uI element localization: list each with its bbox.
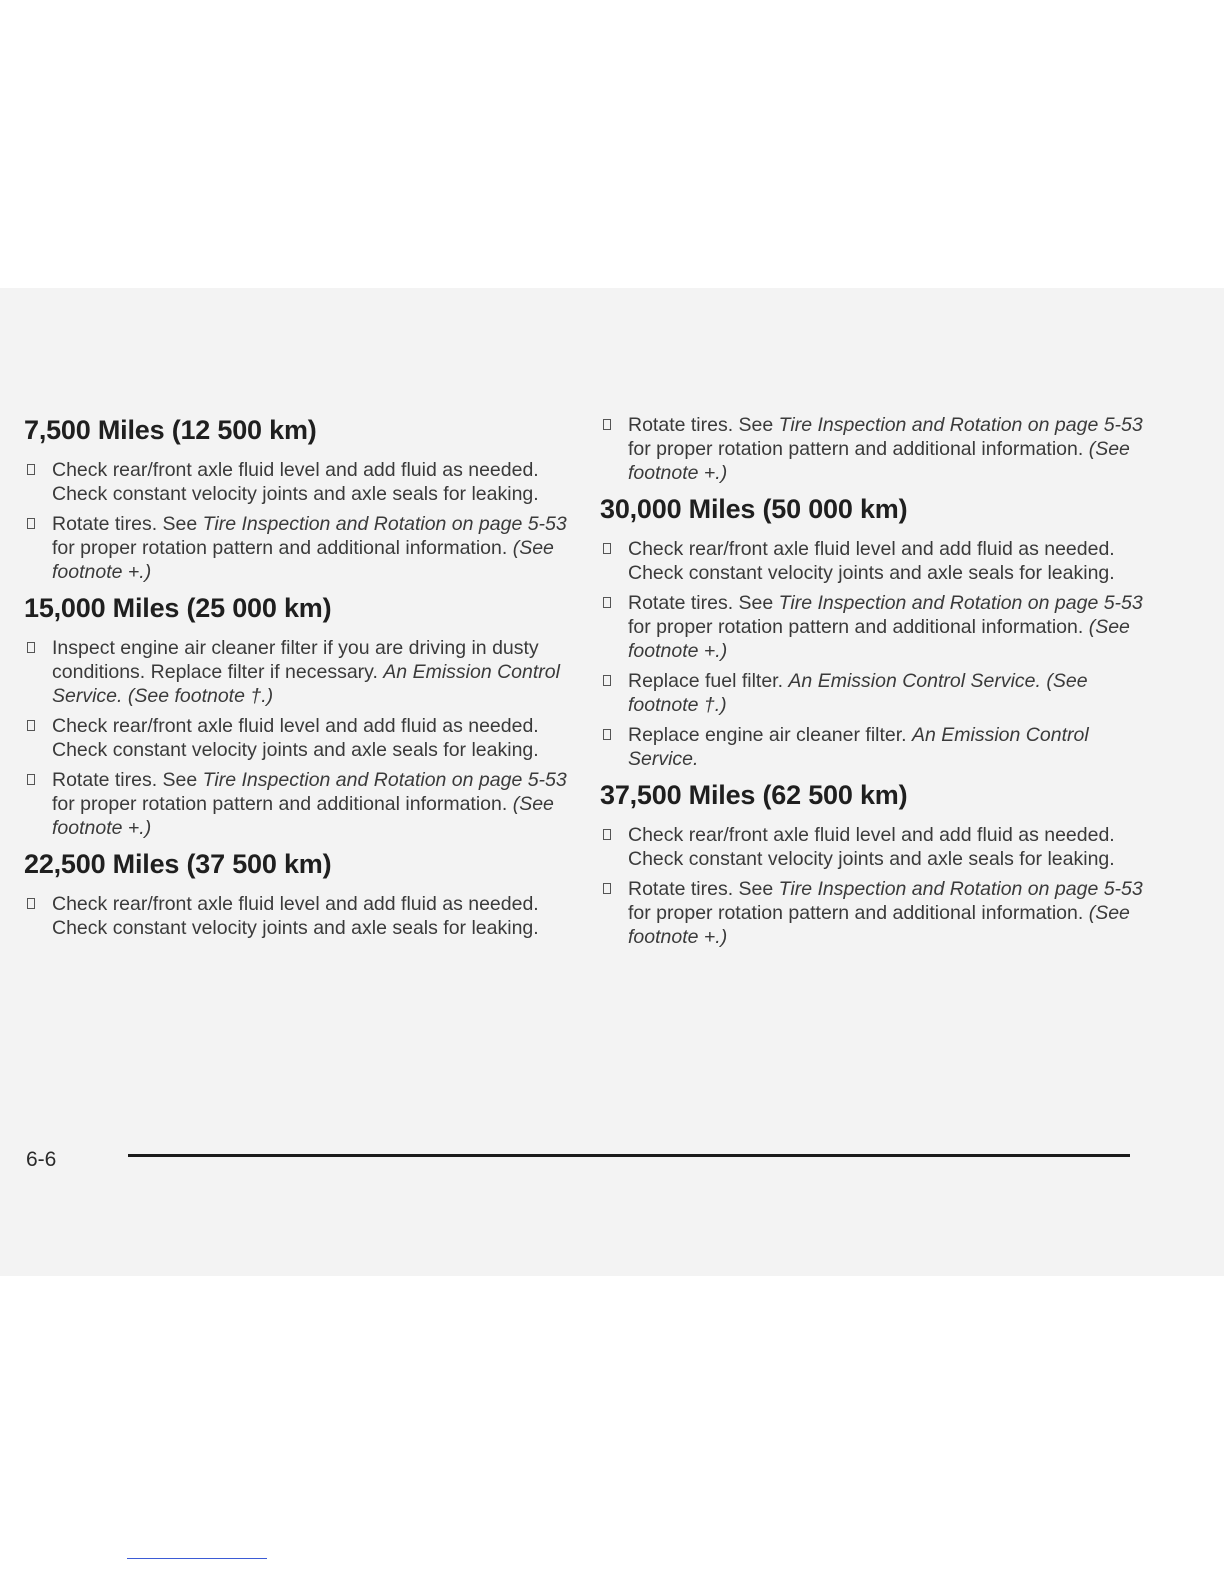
checklist-item [600, 537, 1145, 585]
item-text: for proper rotation pattern and additional information. [628, 616, 1089, 638]
maintenance-interval-section [24, 412, 569, 584]
checkbox-icon [603, 883, 611, 894]
item-text: Check rear/front axle fluid level and add fluid as needed. Check constant velocity joints and axle seals for leaking. [52, 893, 539, 939]
item-reference-text: An Emission Control Service. [628, 724, 1089, 770]
checklist-item [24, 512, 569, 584]
interval-heading: 30,000 Miles (50 000 km) [600, 494, 908, 524]
item-text: Inspect engine air cleaner filter if you are driving in dusty conditions. Replace filter if necessary. [52, 637, 539, 683]
checkbox-icon [27, 898, 35, 909]
item-reference-text: (See footnote +.) [628, 616, 1130, 662]
checklist-item [600, 823, 1145, 871]
right-column [600, 413, 1145, 955]
checkbox-icon [603, 419, 611, 430]
maintenance-interval-section [600, 777, 1145, 949]
checkbox-icon [27, 774, 35, 785]
checkbox-icon [603, 675, 611, 686]
checklist-item [600, 591, 1145, 663]
checklist-item [600, 877, 1145, 949]
checkbox-icon [603, 729, 611, 740]
item-reference-text: Tire Inspection and Rotation on page 5-53 [778, 414, 1143, 436]
item-reference-text: (See footnote +.) [628, 902, 1130, 948]
checkbox-icon [27, 518, 35, 529]
page-number: 6-6 [26, 1148, 57, 1171]
item-reference-text: Tire Inspection and Rotation on page 5-53 [778, 878, 1143, 900]
checkbox-icon [27, 720, 35, 731]
interval-heading: 7,500 Miles (12 500 km) [24, 415, 317, 445]
item-text: Rotate tires. See [52, 513, 203, 535]
checkbox-icon [27, 642, 35, 653]
item-text: Rotate tires. See [628, 878, 779, 900]
checklist-item [24, 892, 569, 940]
item-reference-text: An Emission Control Service. (See footnote †.) [52, 661, 560, 707]
item-text: Check rear/front axle fluid level and add fluid as needed. Check constant velocity joints and axle seals for leaking. [52, 459, 539, 505]
item-text: for proper rotation pattern and additional information. [52, 793, 513, 815]
item-text: Rotate tires. See [628, 592, 779, 614]
item-text: for proper rotation pattern and additional information. [628, 438, 1089, 460]
item-text: Check rear/front axle fluid level and add fluid as needed. Check constant velocity joints and axle seals for leaking. [628, 538, 1115, 584]
item-reference-text: (See footnote +.) [52, 793, 554, 839]
checkbox-icon [603, 829, 611, 840]
checklist-item [600, 669, 1145, 717]
maintenance-interval-section [24, 590, 569, 840]
item-reference-text: (See footnote +.) [628, 438, 1130, 484]
item-text: Replace fuel filter. [628, 670, 789, 692]
item-text: Check rear/front axle fluid level and add fluid as needed. Check constant velocity joints and axle seals for leaking. [628, 824, 1115, 870]
item-text: Replace engine air cleaner filter. [628, 724, 912, 746]
checklist-item [24, 458, 569, 506]
item-reference-text: (See footnote +.) [52, 537, 554, 583]
item-text: Check rear/front axle fluid level and add fluid as needed. Check constant velocity joints and axle seals for leaking. [52, 715, 539, 761]
continued-items [600, 413, 1145, 485]
interval-heading: 22,500 Miles (37 500 km) [24, 849, 332, 879]
left-column [24, 412, 569, 946]
interval-heading: 15,000 Miles (25 000 km) [24, 593, 332, 623]
maintenance-interval-section [24, 846, 569, 940]
checklist-item [24, 636, 569, 708]
item-reference-text: Tire Inspection and Rotation on page 5-53 [202, 769, 567, 791]
item-text: for proper rotation pattern and additional information. [628, 902, 1089, 924]
item-reference-text: Tire Inspection and Rotation on page 5-53 [778, 592, 1143, 614]
link-underline [127, 1558, 267, 1559]
checkbox-icon [27, 464, 35, 475]
checkbox-icon [603, 597, 611, 608]
item-reference-text: An Emission Control Service. (See footnote †.) [628, 670, 1088, 716]
interval-heading: 37,500 Miles (62 500 km) [600, 780, 908, 810]
maintenance-interval-section [600, 491, 1145, 771]
item-text: Rotate tires. See [52, 769, 203, 791]
footer-rule [128, 1154, 1130, 1157]
checklist-item [24, 768, 569, 840]
checklist-item [600, 413, 1145, 485]
item-reference-text: Tire Inspection and Rotation on page 5-53 [202, 513, 567, 535]
item-text: Rotate tires. See [628, 414, 779, 436]
checklist-item [600, 723, 1145, 771]
item-text: for proper rotation pattern and additional information. [52, 537, 513, 559]
checklist-item [24, 714, 569, 762]
checkbox-icon [603, 543, 611, 554]
